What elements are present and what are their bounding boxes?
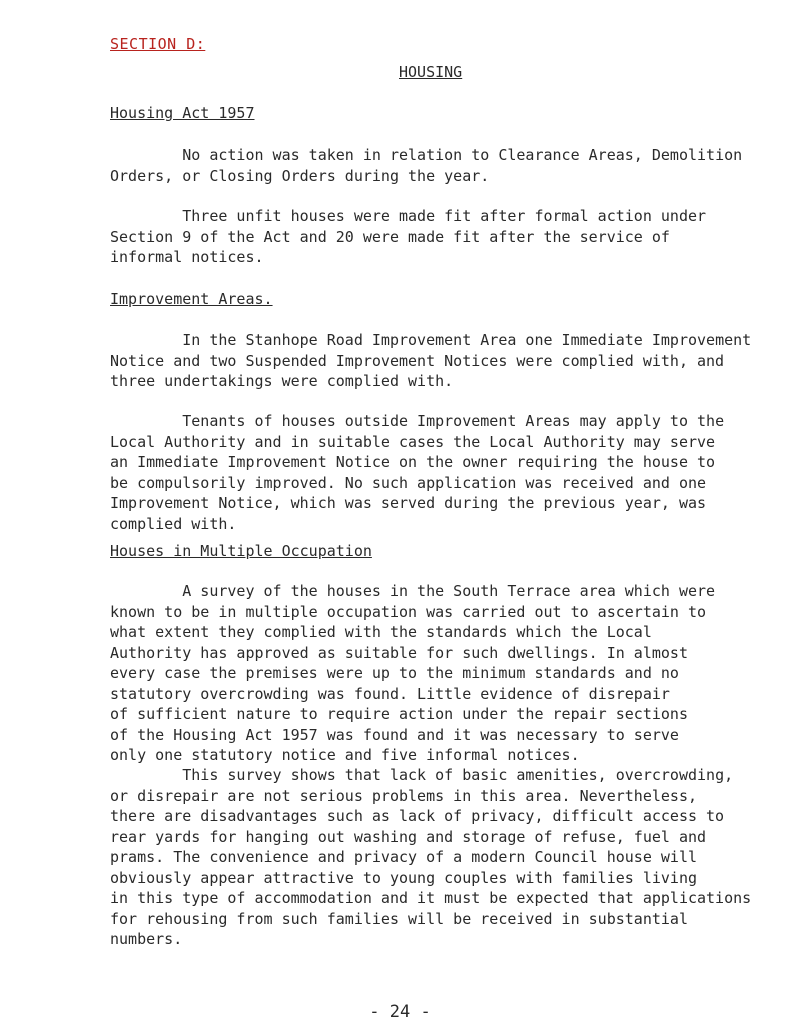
paragraph: This survey shows that lack of basic amenities, overcrowding, or disrepair are not serious problems in this area. Nevertheless, there are disadvantages such as lack of privacy, difficult access to rear yards for hanging out washing and storage of refuse, fuel and prams. The convenience and privacy of a modern Council house will obviously appear attractive to young couples with families living in this type of accommodation and it must be expected that applications for rehousing from such families will be received in substantial numbers. [110, 766, 752, 948]
paragraph: Three unfit houses were made fit after formal action under Section 9 of the Act and 20 were made fit after the service of informal notices. [110, 207, 707, 266]
page-title: HOUSING [399, 63, 463, 81]
paragraph: No action was taken in relation to Clearance Areas, Demolition Orders, or Closing Orders during the year. [110, 146, 743, 185]
heading-houses-multiple-occupation: Houses in Multiple Occupation [110, 542, 372, 560]
page-number: - 24 - [369, 1002, 431, 1022]
paragraph: A survey of the houses in the South Terrace area which were known to be in multiple occupation was carried out to ascertain to what extent they complied with the standards which the Local Authority has approved as suitable for such dwellings. In almost every case the premises were up to the minimum standards and no statutory overcrowding was found. Little evidence of disrepair of sufficient nature to require action under the repair sections of the Housing Act 1957 was found and it was necessary to serve only one statutory notice and five informal notices. [110, 582, 716, 764]
section-label: SECTION D: [110, 35, 206, 53]
paragraph: In the Stanhope Road Improvement Area one Immediate Improvement Notice and two Suspended Improvement Notices were complied with, and three undertakings were complied with. [110, 331, 752, 390]
heading-housing-act: Housing Act 1957 [110, 104, 255, 122]
heading-improvement-areas: Improvement Areas. [110, 290, 273, 308]
paragraph: Tenants of houses outside Improvement Areas may apply to the Local Authority and in suitable cases the Local Authority may serve an Immediate Improvement Notice on the owner requiring the house to be compulsorily improved. No such application was received and one Improvement Notice, which was served during the previous year, was complied with. [110, 412, 725, 533]
